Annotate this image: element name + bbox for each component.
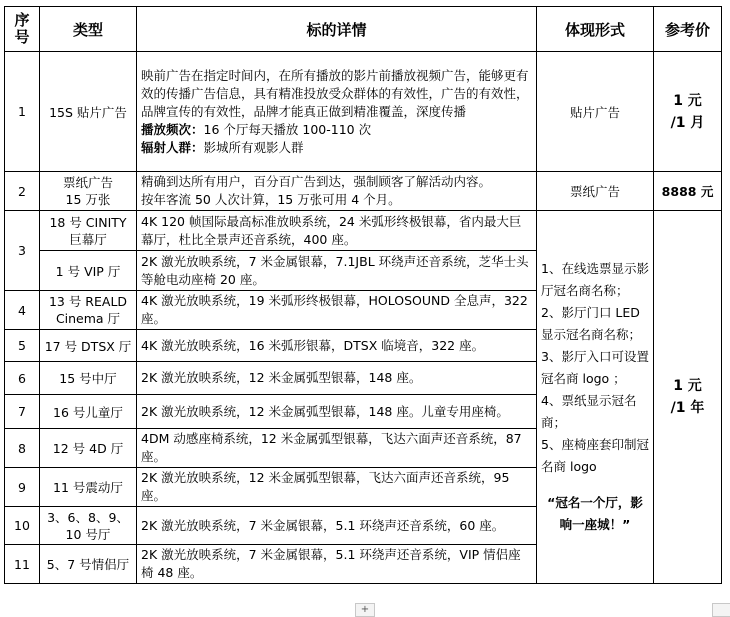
ad-pricing-table	[4, 6, 722, 584]
table-footer-bar	[0, 603, 730, 616]
row-seq: 1	[5, 52, 40, 172]
price-line1: 1 元	[673, 378, 702, 394]
row-seq: 11	[5, 545, 40, 584]
row-detail: 4K 120 帧国际最高标准放映系统，24 米弧形终极银幕，省内最大巨幕厅，杜比全景声还音系统，400 座。	[137, 211, 537, 251]
naming-forms-cell	[537, 211, 654, 584]
price-line2: /1 月	[670, 114, 705, 131]
row-seq: 8	[5, 429, 40, 468]
header-detail: 标的详情	[137, 7, 537, 52]
row-type: 16 号儿童厅	[40, 395, 137, 429]
row-type: 13 号 REALD Cinema 厅	[40, 291, 137, 330]
naming-form-item: 3、影厅入口可设置冠名商 logo ；	[541, 349, 649, 386]
header-price: 参考价	[654, 7, 722, 52]
naming-form-item: 4、票纸显示冠名商；	[541, 393, 637, 430]
header-seq	[5, 7, 40, 52]
row-detail: 2K 激光放映系统，12 米金属弧型银幕，148 座。儿童专用座椅。	[137, 395, 537, 429]
detail-line2: 按年客流 50 人次计算，15 万张可用 4 个月。	[141, 192, 401, 207]
row-type: 12 号 4D 厅	[40, 429, 137, 468]
row-seq: 4	[5, 291, 40, 330]
add-row-handle[interactable]: +	[355, 603, 375, 617]
table-header-row	[5, 7, 722, 52]
table-row-1	[5, 52, 722, 172]
row-detail: 2K 激光放映系统，12 米金属弧型银幕，148 座。	[137, 362, 537, 395]
row-type: 11 号震动厅	[40, 468, 137, 507]
row-seq: 5	[5, 330, 40, 362]
row-form: 票纸广告	[537, 172, 654, 211]
row-seq: 10	[5, 507, 40, 545]
row-type: 17 号 DTSX 厅	[40, 330, 137, 362]
row-type: 3、6、8、9、10 号厅	[40, 507, 137, 545]
naming-slogan: “冠名一个厅，影响一座城！”	[547, 495, 643, 532]
row-detail: 2K 激光放映系统，12 米金属弧型银幕，飞达六面声还音系统，95 座。	[137, 468, 537, 507]
row-detail: 2K 激光放映系统，7 米金属银幕，5.1 环绕声还音系统，VIP 情侣座椅 48 座。	[137, 545, 537, 584]
row-type	[40, 172, 137, 211]
row-detail	[137, 52, 537, 172]
reach-line	[141, 139, 532, 157]
row-seq: 2	[5, 172, 40, 211]
row-detail	[137, 172, 537, 211]
type-line2: 15 万张	[65, 192, 111, 207]
naming-form-item: 5、座椅座套印制冠名商 logo	[541, 437, 649, 474]
reach-value: 影城所有观影人群	[203, 139, 304, 155]
row-form: 贴片广告	[537, 52, 654, 172]
frequency-line	[141, 121, 532, 139]
detail-line1: 精确到达所有用户，百分百广告到达，强制顾客了解活动内容。	[141, 174, 492, 189]
naming-price	[654, 211, 722, 584]
row-detail: 4DM 动感座椅系统，12 米金属弧型银幕，飞达六面声还音系统，87 座。	[137, 429, 537, 468]
row-type: 5、7 号情侣厅	[40, 545, 137, 584]
price-line2: /1 年	[670, 400, 705, 416]
row-type: 15S 贴片广告	[40, 52, 137, 172]
row-detail: 2K 激光放映系统，7 米金属银幕，5.1 环绕声还音系统，60 座。	[137, 507, 537, 545]
naming-form-item: 2、影厅门口 LED 显示冠名商名称；	[541, 305, 642, 342]
table-row-2	[5, 172, 722, 211]
type-line1: 票纸广告	[62, 175, 113, 190]
row-detail: 2K 激光放映系统，7 米金属银幕，7.1JBL 环绕声还音系统，芝华士头等舱电动座椅 20 座。	[137, 251, 537, 291]
row-seq: 9	[5, 468, 40, 507]
row-type: 15 号中厅	[40, 362, 137, 395]
header-seq-line1: 序	[14, 11, 30, 29]
resize-handle[interactable]	[712, 603, 730, 617]
row-detail: 4K 激光放映系统，19 米弧形终极银幕，HOLOSOUND 全息声，322 座。	[137, 291, 537, 330]
row-type: 1 号 VIP 厅	[40, 251, 137, 291]
frequency-value: 16 个厅每天播放 100-110 次	[203, 121, 372, 137]
row-seq: 7	[5, 395, 40, 429]
detail-text: 映前广告在指定时间内，在所有播放的影片前播放视频广告，能够更有效的传播广告信息，具有精准投放受众群体的有效性，广告的有效性，品牌宣传的有效性，品牌才能真正做到精准覆盖，深度传播	[141, 67, 529, 119]
header-form: 体现形式	[537, 7, 654, 52]
frequency-label: 播放频次：	[141, 121, 204, 137]
row-seq: 3	[5, 211, 40, 291]
price-line1: 1 元	[673, 92, 702, 109]
row-type: 18 号 CINITY 巨幕厅	[40, 211, 137, 251]
row-seq: 6	[5, 362, 40, 395]
header-type: 类型	[40, 7, 137, 52]
reach-label: 辐射人群：	[141, 139, 204, 155]
header-seq-line2: 号	[14, 28, 30, 46]
naming-form-item: 1、在线选票显示影厅冠名商名称；	[541, 261, 649, 298]
row-price: 8888 元	[654, 172, 722, 211]
row-price	[654, 52, 722, 172]
row-detail: 4K 激光放映系统，16 米弧形银幕，DTSX 临境音，322 座。	[137, 330, 537, 362]
table-row-3	[5, 211, 722, 251]
